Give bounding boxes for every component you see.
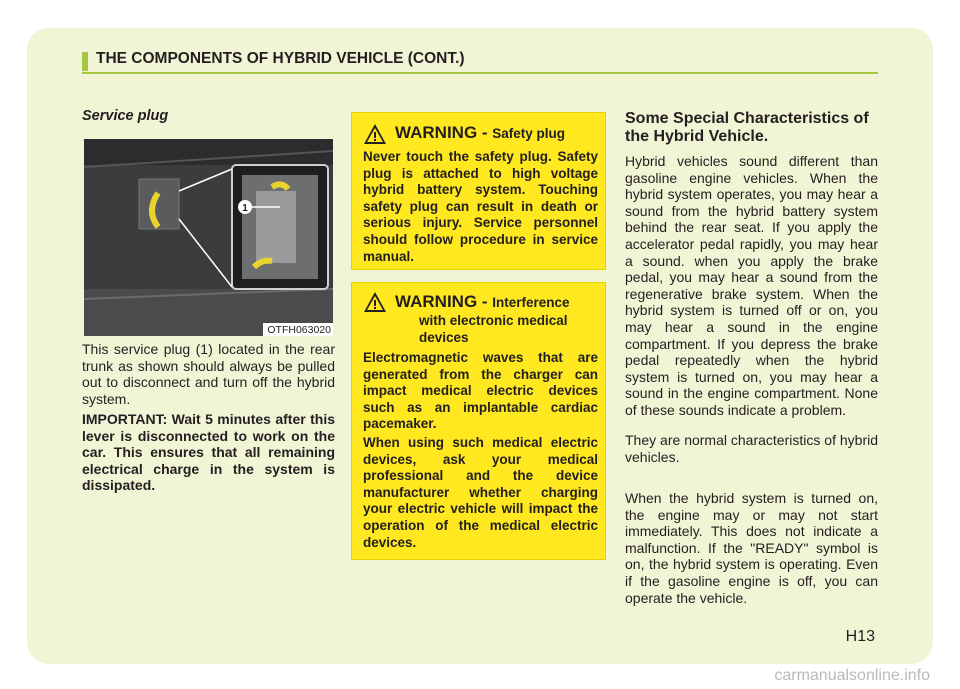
- watermark: carmanualsonline.info: [774, 667, 930, 684]
- warning-topic: Interference: [492, 295, 570, 310]
- subheading-service-plug: Service plug: [82, 108, 169, 124]
- warning-topic-line2: with electronic medical: [419, 313, 568, 328]
- svg-text:1: 1: [242, 203, 248, 214]
- header-accent-bar: [82, 52, 88, 71]
- important-note: IMPORTANT: Wait 5 minutes after this lever is disconnected to work on the car. This ensures that all remaining electrical charge in the system is dissipated.: [82, 411, 335, 494]
- right-column: [625, 110, 878, 606]
- service-plug-illustration: [84, 139, 333, 336]
- warning-title: [395, 123, 565, 143]
- warning-topic-line3: devices: [419, 330, 469, 345]
- figure-code: OTFH063020: [263, 323, 333, 336]
- page-number: H13: [845, 628, 875, 645]
- paragraph-normal: They are normal characteristics of hybrid vehicles.: [625, 432, 878, 465]
- paragraph-ready: When the hybrid system is turned on, the engine may or may not start immediately. This does not indicate a malfunction. If the "READY" symbol is on, the hybrid system is operating. Even if the gasoline engine is off, you can operate the vehicle.: [625, 490, 878, 606]
- warning-body: Never touch the safety plug. Safety plug is attached to high voltage hybrid battery system. Touching safety plug can result in death or serious injury. Service personnel should follow procedure in service manual.: [363, 149, 598, 264]
- warning-triangle-icon: [363, 123, 387, 145]
- warning-topic: Safety plug: [492, 126, 566, 141]
- service-plug-figure: [84, 139, 333, 336]
- warning-label: WARNING -: [395, 123, 493, 142]
- warning-body-2: When using such medical electric devices, ask your medical professional and the device manufacturer whether charging your electric vehicle will impact the operation of the medical electric devices.: [363, 435, 598, 550]
- section-title: THE COMPONENTS OF HYBRID VEHICLE (CONT.): [96, 50, 465, 67]
- warning-box-safety-plug: [351, 112, 606, 270]
- service-plug-description: This service plug (1) located in the rear trunk as shown should always be pulled out to disconnect and turn off the hybrid system.: [82, 341, 335, 407]
- header-rule: [82, 72, 878, 74]
- paragraph-sounds: Hybrid vehicles sound different than gasoline engine vehicles. When the hybrid system operates, you may hear a sound from the hybrid battery system behind the rear seat. If you apply the accelerator pedal rapidly, you may hear a sound. when you apply the brake pedal, you may hear a sound from the regenerative brake system. When the hybrid system is turned off or on, you may hear a sound in the engine compartment. If you depress the brake pedal repeatedly when the hybrid system is turned on, you may hear a sound in the engine compartment. None of these sounds indicate a problem.: [625, 153, 878, 418]
- heading-special-characteristics: Some Special Characteristics of the Hybrid Vehicle.: [625, 110, 869, 145]
- warning-title: [395, 292, 570, 312]
- warning-box-interference: [351, 282, 606, 560]
- warning-triangle-icon: [363, 291, 387, 313]
- warning-label: WARNING -: [395, 292, 493, 311]
- warning-body-1: Electromagnetic waves that are generated from the charger can impact medical electric devices such as an implantable cardiac pacemaker.: [363, 350, 598, 432]
